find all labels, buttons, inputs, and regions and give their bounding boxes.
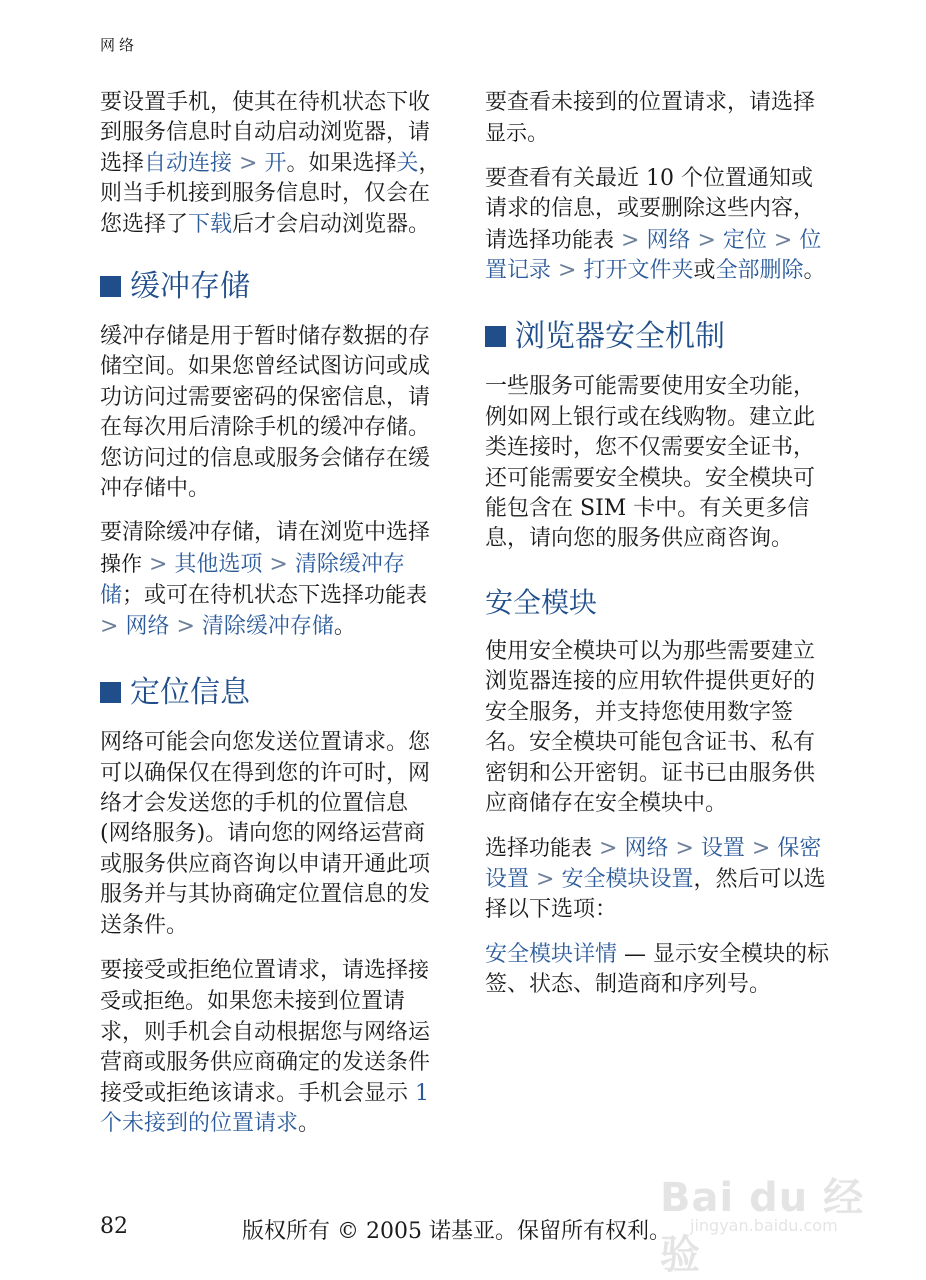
right-column xyxy=(485,88,830,1014)
menu-show: 显示 xyxy=(485,121,527,146)
page-number: 82 xyxy=(100,1214,128,1239)
paragraph-browser-auto-start: 要设置手机，使其在待机状态下收到服务信息时自动启动浏览器，请选择自动连接 > 开。如果选择关，则当手机接到服务信息时，仅会在您选择了下载后才会启动浏览器。 xyxy=(100,90,441,237)
link-clear-cache[interactable]: 清除缓冲存储 xyxy=(100,551,405,609)
heading-browser-security: 浏览器安全机制 xyxy=(485,318,830,356)
square-bullet-icon xyxy=(485,326,506,347)
heading-cache: 缓冲存储 xyxy=(100,268,445,306)
menu-functions: 功能表 xyxy=(364,583,428,608)
watermark-logo: Bai du 经验 xyxy=(660,1175,865,1278)
link-module-settings[interactable]: 安全模块设置 xyxy=(561,866,694,892)
square-bullet-icon xyxy=(100,276,121,297)
link-download[interactable]: 下载 xyxy=(188,211,233,237)
link-module-details[interactable]: 安全模块详情 xyxy=(485,941,618,967)
link-missed-request[interactable]: 1 个未接到的位置请求 xyxy=(100,1080,429,1136)
link-positioning[interactable]: 定位 xyxy=(722,227,767,253)
paragraph-cache-desc: 缓冲存储是用于暂时储存数据的存储空间。如果您曾经试图访问或成功访问过需要密码的保密信息，请在每次用后清除手机的缓冲存储。您访问过的信息或服务会储存在缓冲存储中。 xyxy=(100,324,431,502)
paragraph-module-desc: 使用安全模块可以为那些需要建立浏览器连接的应用软件提供更好的安全服务，并支持您使用数字签名。安全模块可能包含证书、私有密钥和公开密钥。证书已由服务供应商储存在安全模块中。 xyxy=(485,638,816,816)
paragraph-view-missed: 要查看未接到的位置请求，请选择显示。 xyxy=(485,90,816,147)
square-bullet-icon xyxy=(100,682,121,703)
heading-security-module: 安全模块 xyxy=(485,585,598,619)
link-location-log[interactable]: 位置记录 xyxy=(485,227,822,284)
paragraph-view-recent: 要查看有关最近 10 个位置通知或请求的信息，或要删除这些内容，请选择功能表 > 网络 > 定位 > 位置记录 > 打开文件夹或全部删除。 xyxy=(485,165,826,284)
left-column xyxy=(100,88,445,1153)
link-delete-all[interactable]: 全部删除 xyxy=(715,258,804,284)
menu-operation: 操作 xyxy=(100,551,142,576)
menu-accept: 接受 xyxy=(100,957,430,1014)
link-network[interactable]: 网络 xyxy=(624,836,669,862)
menu-reject: 拒绝 xyxy=(143,989,186,1014)
heading-location: 定位信息 xyxy=(100,674,445,712)
link-settings[interactable]: 设置 xyxy=(700,836,745,862)
copyright-notice: 版权所有 © 2005 诺基亚。保留所有权利。 xyxy=(242,1219,671,1244)
watermark-url: jingyan.baidu.com xyxy=(690,1216,838,1235)
link-other-options[interactable]: 其他选项 xyxy=(174,551,263,577)
link-on[interactable]: 开 xyxy=(264,150,287,176)
link-clear-cache-2[interactable]: 清除缓冲存储 xyxy=(201,613,334,639)
paragraph-security-desc: 一些服务可能需要使用安全功能，例如网上银行或在线购物。建立此类连接时，您不仅需要安全证书，还可能需要安全模块。安全模块可能包含在 SIM 卡中。有关更多信息，请向您的服务供应商咨询。 xyxy=(485,374,816,552)
paragraph-clear-cache: 要清除缓冲存储，请在浏览中选择操作 > 其他选项 > 清除缓冲存储；或可在待机状态下选择功能表 > 网络 > 清除缓冲存储。 xyxy=(100,520,431,639)
paragraph-module-details: 安全模块详情 — 显示安全模块的标签、状态、制造商和序列号。 xyxy=(485,941,830,997)
link-open-folder[interactable]: 打开文件夹 xyxy=(583,258,694,284)
paragraph-module-settings: 选择功能表 > 网络 > 设置 > 保密设置 > 安全模块设置，然后可以选择以下选项： xyxy=(485,836,826,923)
paragraph-accept-reject: 要接受或拒绝位置请求，请选择接受或拒绝。如果您未接到位置请求，则手机会自动根据您与网络运营商或服务供应商确定的发送条件接受或拒绝该请求。手机会显示 1 个未接到的位置请求。 xyxy=(100,957,431,1136)
baidu-watermark xyxy=(660,1150,890,1278)
paragraph-location-desc: 网络可能会向您发送位置请求。您可以确保仅在得到您的许可时，网络才会发送您的手机的位置信息 (网络服务)。请向您的网络运营商或服务供应商咨询以申请开通此项服务并与其协商确定位置信息的发送条件。 xyxy=(100,730,431,938)
link-auto-connect[interactable]: 自动连接 xyxy=(144,150,233,176)
menu-functions: 功能表 xyxy=(551,227,615,252)
link-network[interactable]: 网络 xyxy=(125,613,170,639)
page-header: 网络 xyxy=(100,36,139,54)
menu-functions: 功能表 xyxy=(529,836,593,861)
link-network[interactable]: 网络 xyxy=(646,227,691,253)
link-off[interactable]: 关 xyxy=(396,150,419,176)
link-security-settings[interactable]: 保密设置 xyxy=(485,836,822,892)
